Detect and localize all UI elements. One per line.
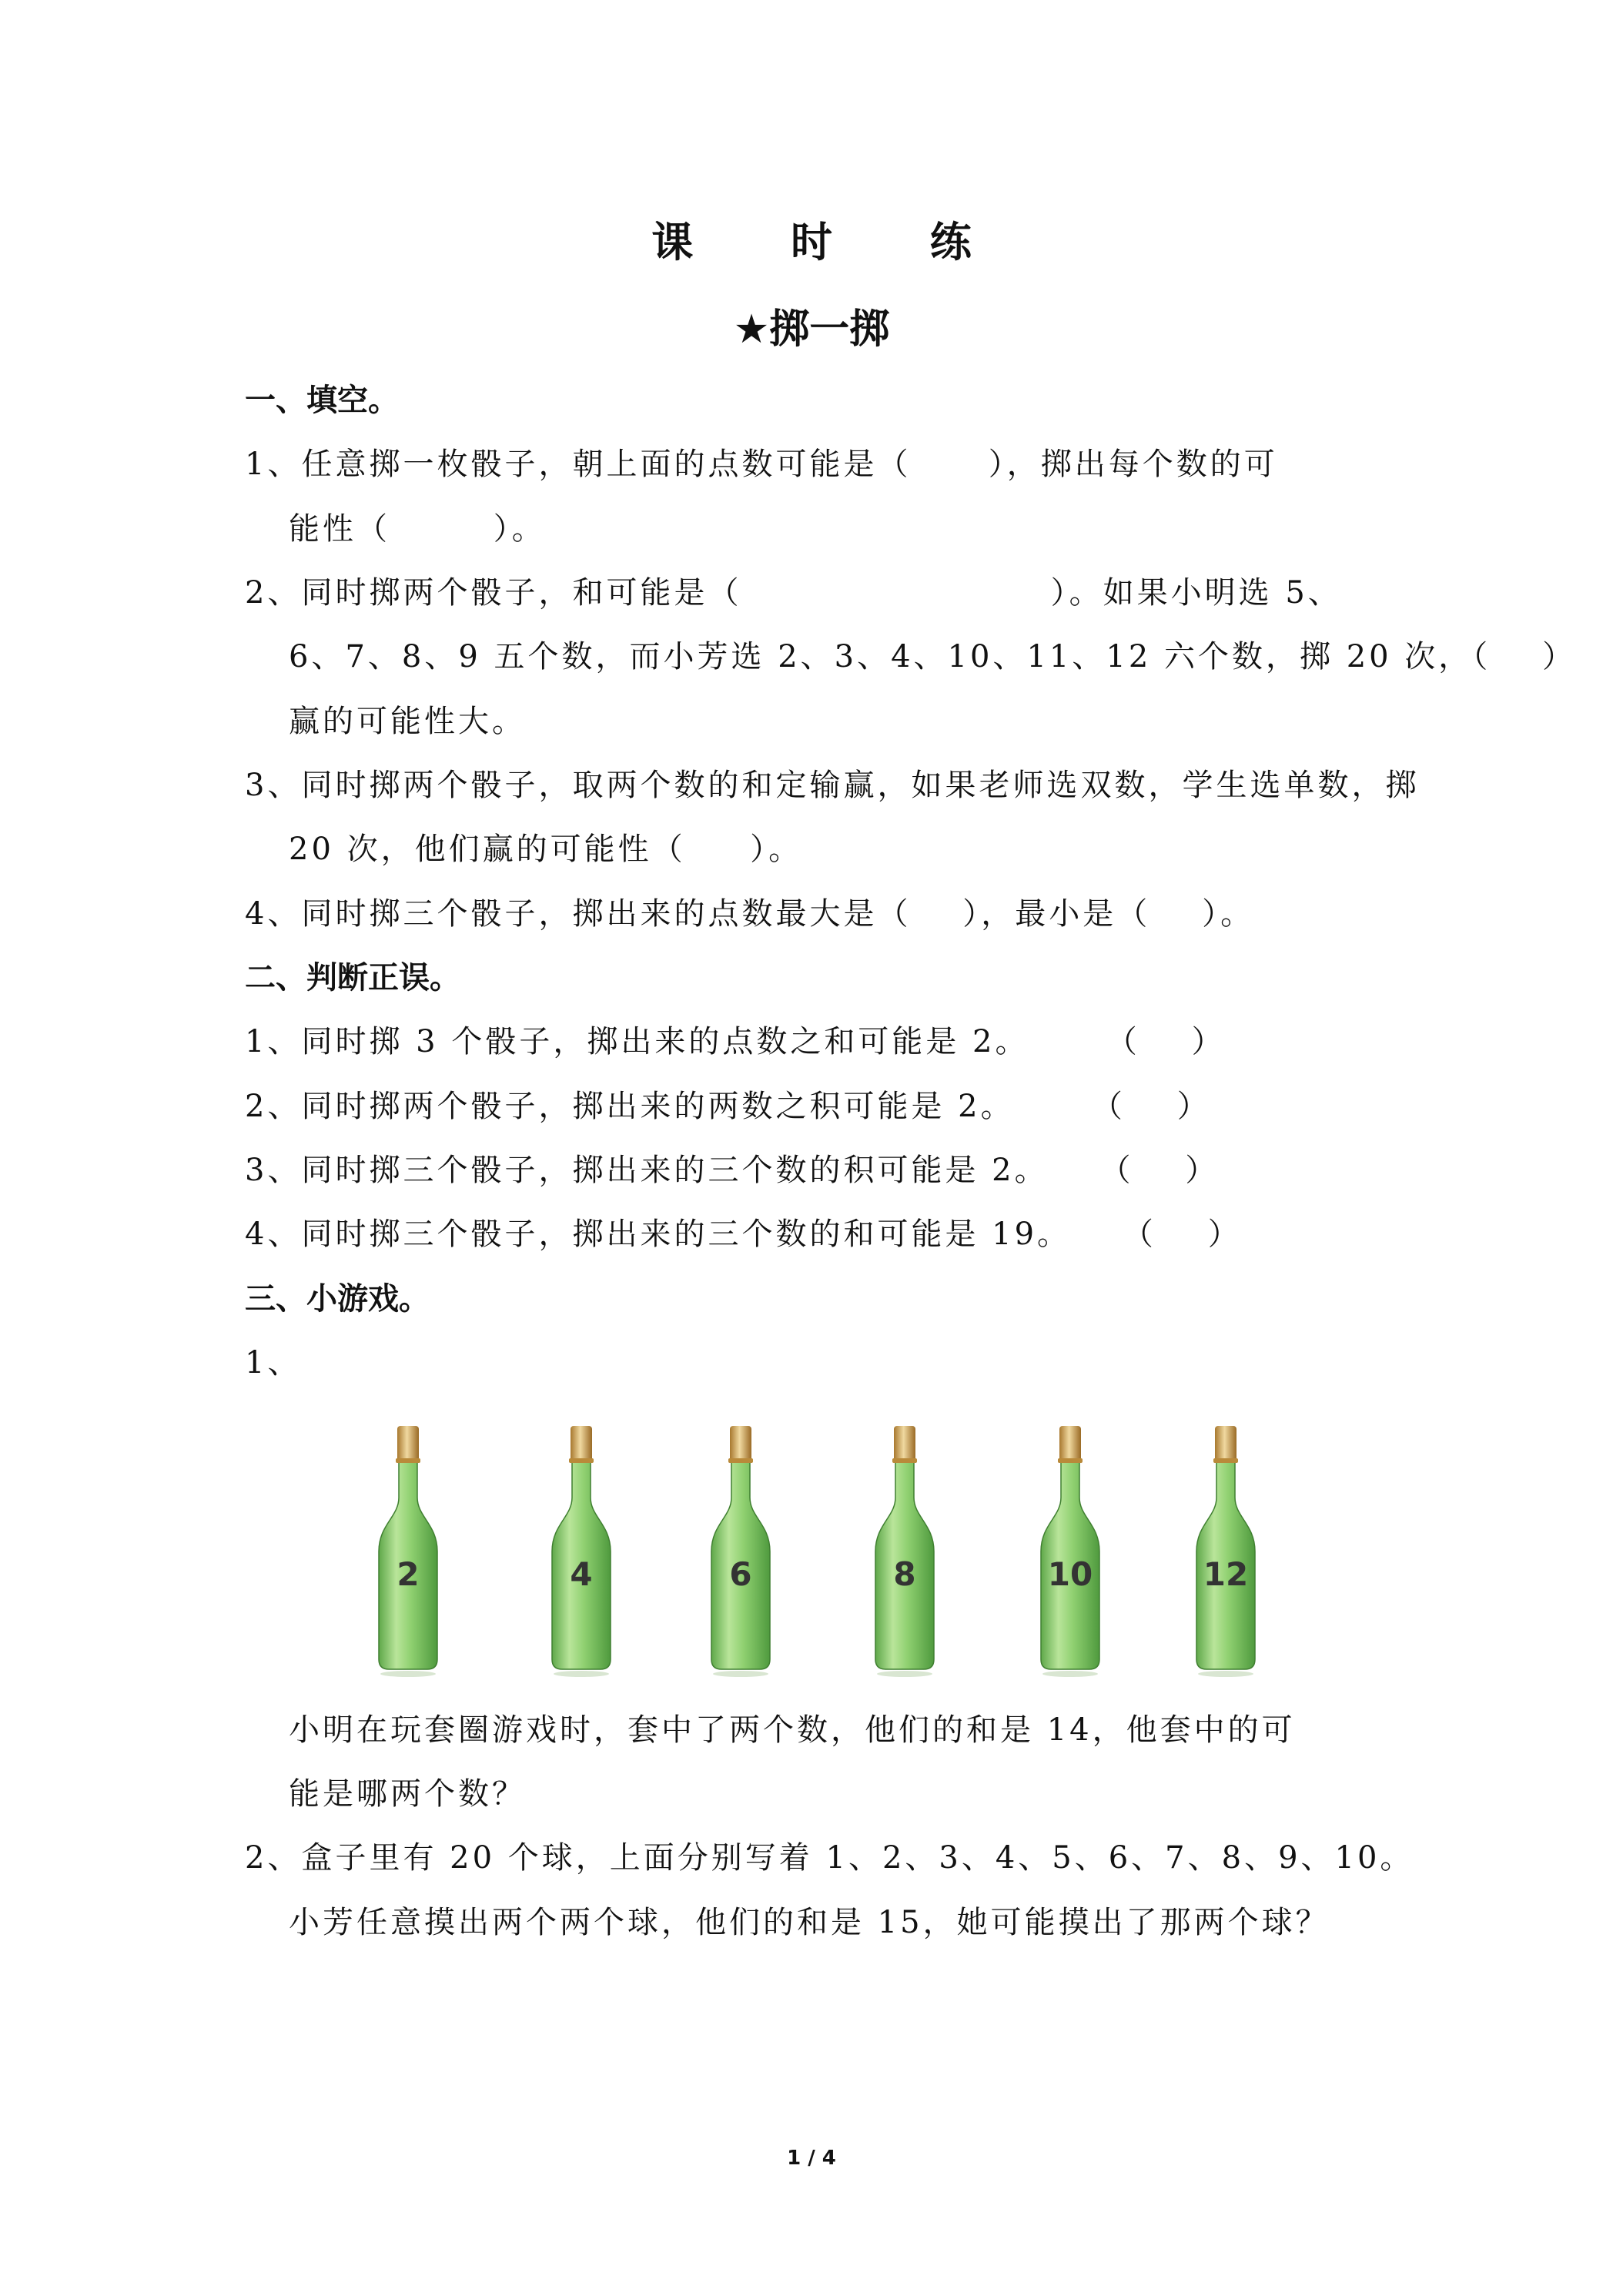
section1-heading: 一、填空。	[245, 383, 399, 418]
bottle-number: 8	[893, 1555, 916, 1593]
s1-q2-line2: 6、7、8、9 五个数，而小芳选 2、3、4、10、11、12 六个数，掷 20 次，（ ）	[289, 639, 1577, 674]
lesson-subtitle: ★掷一掷	[733, 306, 890, 353]
bottle	[1187, 1424, 1264, 1678]
s1-q4-line1: 4、同时掷三个骰子，掷出来的点数最大是（ ），最小是（ ）。	[245, 896, 1255, 932]
bottle-number: 4	[570, 1555, 593, 1593]
s3-q1-label: 1、	[245, 1345, 302, 1381]
bottle-row	[370, 1424, 1293, 1678]
s1-q1-line1: 1、任意掷一枚骰子，朝上面的点数可能是（ ），掷出每个数的可	[245, 447, 1278, 482]
s1-q1-line2: 能性（ ）。	[289, 511, 546, 547]
s1-q2-line3: 赢的可能性大。	[289, 704, 526, 739]
s2-item: 2、同时掷两个骰子，掷出来的两数之积可能是 2。 （ ）	[245, 1089, 1211, 1124]
s3-q1-line2: 能是哪两个数？	[289, 1776, 526, 1812]
s2-item: 3、同时掷三个骰子，掷出来的三个数的积可能是 2。 （ ）	[245, 1153, 1220, 1188]
s2-item: 1、同时掷 3 个骰子，掷出来的点数之和可能是 2。 （ ）	[245, 1024, 1226, 1059]
section2-heading: 二、判断正误。	[245, 960, 460, 996]
s2-item: 4、同时掷三个骰子，掷出来的三个数的和可能是 19。 （ ）	[245, 1217, 1242, 1252]
bottle-number: 6	[729, 1555, 752, 1593]
page-number: 1 / 4	[787, 2147, 836, 2170]
s3-q1-line1: 小明在玩套圈游戏时，套中了两个数，他们的和是 14，他套中的可	[289, 1712, 1296, 1748]
s1-q3-line1: 3、同时掷两个骰子，取两个数的和定输赢，如果老师选双数，学生选单数，掷	[245, 768, 1420, 803]
bottle-number: 2	[397, 1555, 420, 1593]
s3-q2-line1: 2、盒子里有 20 个球，上面分别写着 1、2、3、4、5、6、7、8、9、10。	[245, 1840, 1414, 1876]
s1-q2-line1: 2、同时掷两个骰子，和可能是（ ）。如果小明选 5、	[245, 575, 1342, 611]
bottle	[543, 1424, 620, 1678]
bottle	[866, 1424, 943, 1678]
bottle-number: 12	[1203, 1555, 1249, 1593]
section3-heading: 三、小游戏。	[245, 1281, 430, 1317]
page-title: 课 时 练	[651, 218, 1013, 266]
s1-q3-line2: 20 次，他们赢的可能性（ ）。	[289, 832, 803, 867]
bottle	[1032, 1424, 1109, 1678]
s3-q2-line2: 小芳任意摸出两个两个球，他们的和是 15，她可能摸出了那两个球？	[289, 1905, 1330, 1940]
bottle	[702, 1424, 779, 1678]
bottle-number: 10	[1047, 1555, 1093, 1593]
bottle	[370, 1424, 447, 1678]
